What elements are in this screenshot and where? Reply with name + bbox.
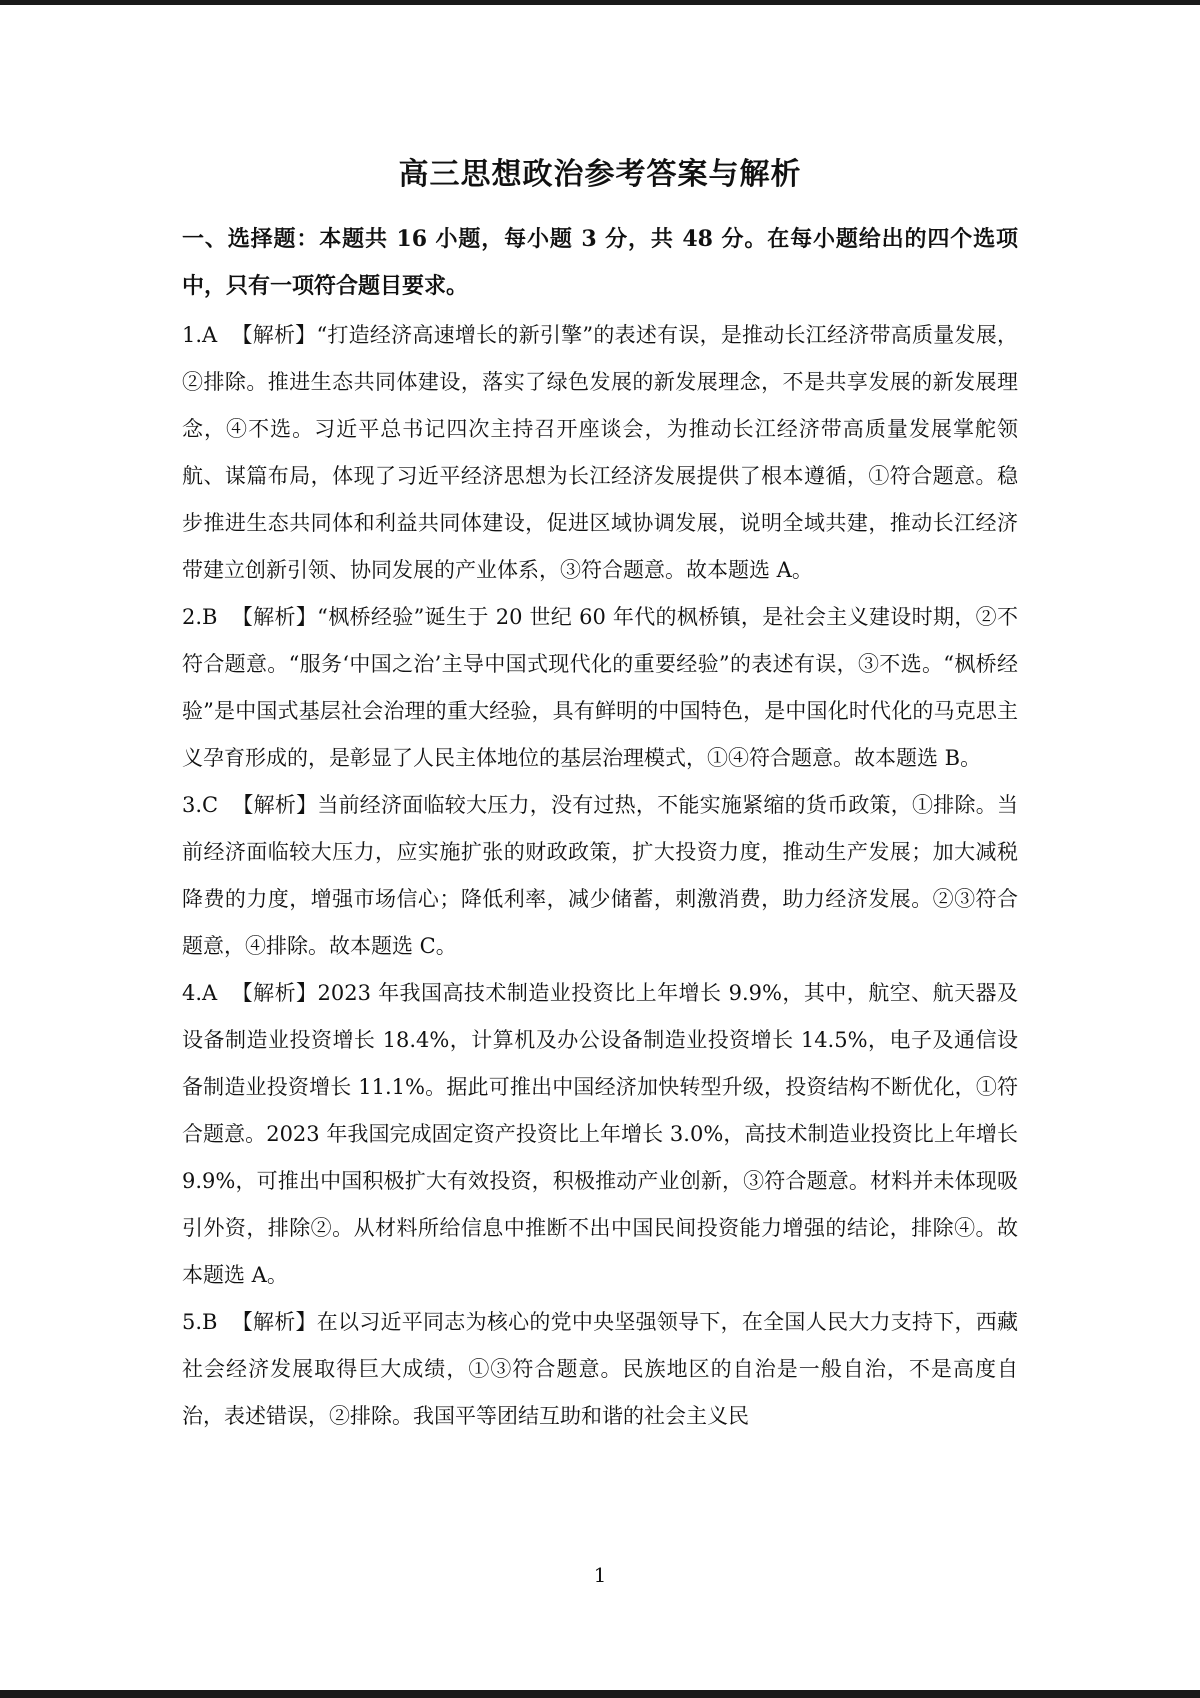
answer-text: 当前经济面临较大压力，没有过热，不能实施紧缩的货币政策，①排除。当前经济面临较大压力，应实施扩张的财政政策，扩大投资力度，推动生产发展；加大减税降费的力度，增强市场信心；降低利率，减少储蓄，刺激消费，助力经济发展。②③符合题意，④排除。故本题选 C。 (182, 793, 1018, 958)
answer-item (182, 312, 1018, 594)
answer-item (182, 1299, 1018, 1440)
answer-text: “枫桥经验”诞生于 20 世纪 60 年代的枫桥镇，是社会主义建设时期，②不符合题意。“服务‘中国之治’主导中国式现代化的重要经验”的表述有误，③不选。“枫桥经验”是中国式基层社会治理的重大经验，具有鲜明的中国特色，是中国化时代化的马克思主义孕育形成的，是彰显了人民主体地位的基层治理模式，①④符合题意。故本题选 B。 (182, 605, 1018, 770)
answer-text: 在以习近平同志为核心的党中央坚强领导下，在全国人民大力支持下，西藏社会经济发展取得巨大成绩，①③符合题意。民族地区的自治是一般自治，不是高度自治，表述错误，②排除。我国平等团结互助和谐的社会主义民 (182, 1310, 1019, 1428)
analysis-tag: 【解析】 (231, 1310, 317, 1334)
answer-number: 5.B (182, 1310, 218, 1334)
answer-number: 4.A (182, 981, 218, 1005)
answer-item (182, 970, 1018, 1299)
document-title: 高三思想政治参考答案与解析 (398, 157, 802, 192)
document-page (182, 150, 1018, 1440)
section-heading: 一、选择题：本题共 16 小题，每小题 3 分，共 48 分。在每小题给出的四个选项中，只有一项符合题目要求。 (182, 226, 1018, 299)
analysis-tag: 【解析】 (231, 981, 318, 1005)
analysis-tag: 【解析】 (231, 605, 318, 629)
scan-edge-top (0, 0, 1200, 5)
answer-text: 2023 年我国高技术制造业投资比上年增长 9.9%，其中，航空、航天器及设备制造业投资增长 18.4%，计算机及办公设备制造业投资增长 14.5%，电子及通信设备制造业投资增长 11.1%。据此可推出中国经济加快转型升级，投资结构不断优化，①符合题意。2023 年我国完成固定资产投资比上年增长 3.0%，高技术制造业投资比上年增长 9.9%，可推出中国积极扩大有效投资，积极推动产业创新，③符合题意。材料并未体现吸引外资，排除②。从材料所给信息中推断不出中国民间投资能力增强的结论，排除④。故本题选 A。 (182, 981, 1018, 1287)
answer-item (182, 782, 1018, 970)
page-number: 1 (593, 1563, 607, 1587)
analysis-tag: 【解析】 (231, 323, 317, 347)
scan-edge-bottom (0, 1690, 1200, 1698)
analysis-tag: 【解析】 (232, 793, 318, 817)
answer-text: “打造经济高速增长的新引擎”的表述有误，是推动长江经济带高质量发展，②排除。推进生态共同体建设，落实了绿色发展的新发展理念，不是共享发展的新发展理念，④不选。习近平总书记四次主持召开座谈会，为推动长江经济带高质量发展掌舵领航、谋篇布局，体现了习近平经济思想为长江经济发展提供了根本遵循，①符合题意。稳步推进生态共同体和利益共同体建设，促进区域协调发展，说明全域共建，推动长江经济带建立创新引领、协同发展的产业体系，③符合题意。故本题选 A。 (182, 323, 1019, 582)
answer-number: 1.A (182, 323, 218, 347)
answer-number: 3.C (182, 793, 219, 817)
answer-item (182, 594, 1018, 782)
answer-number: 2.B (182, 605, 218, 629)
